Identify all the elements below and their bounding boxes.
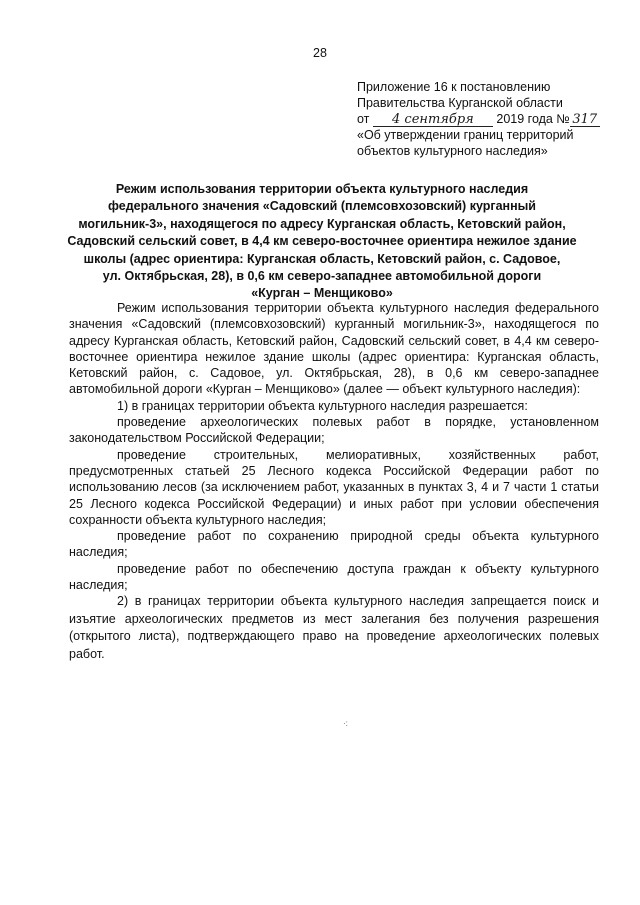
appendix-line-4: «Об утверждении границ территорий — [357, 128, 574, 142]
paragraph-allowed-heading: 1) в границах территории объекта культурного наследия разрешается: — [117, 398, 528, 413]
title-line-7: «Курган – Менщиково» — [251, 286, 393, 301]
handwritten-number: 317 — [570, 113, 600, 127]
document-title — [52, 181, 592, 303]
appendix-line-3 — [357, 111, 607, 127]
paragraph-allowed-environment: проведение работ по сохранению природной среды объекта культурного наследия; — [69, 529, 599, 560]
appendix-line-1: Приложение 16 к постановлению — [357, 80, 551, 94]
paragraph-intro: Режим использования территории объекта культурного наследия федерального значения «Садовский (племсовхозовский) курганный могильник-3», находящегося по адресу Курганская область, Кетовский район, Садовский сельский совет, в 4,4 км северо-восточнее ориентира нежилое здание школы (адрес ориентира: Курганская область, Кетовский район, с. Садовое, ул. Октябрьская, 28), в 0,6 км северо-западнее автомобильной дороги «Курган – Менщиково» (далее — объект культурного наследия): — [69, 301, 599, 397]
title-line-3: могильник-3», находящегося по адресу Курганская область, Кетовский район, — [78, 216, 566, 231]
title-line-5: школы (адрес ориентира: Курганская область, Кетовский район, с. Садовое, — [83, 251, 561, 266]
appendix-header — [357, 79, 607, 159]
title-line-1: Режим использования территории объекта культурного наследия — [115, 182, 529, 196]
appendix-year: 2019 года № — [496, 112, 570, 126]
appendix-line-2: Правительства Курганской области — [357, 96, 563, 110]
paragraph-allowed-construction: проведение строительных, мелиоративных, хозяйственных работ, предусмотренных статьей 25 Лесного кодекса Российской Федерации работ по использованию лесов (за исключением работ, указанных в пунктах 3, 4 и 7 части 1 статьи 25 Лесного кодекса Российской Федерации) и иных работ при условии обеспечения сохранности объекта культурного наследия; — [69, 447, 599, 527]
paragraph-allowed-archaeology: проведение археологических полевых работ в порядке, установленном законодательством Российской Федерации; — [69, 415, 599, 446]
title-line-4: Садовский сельский совет, в 4,4 км северо-восточнее ориентира нежилое здание — [67, 234, 577, 249]
appendix-date-prefix: от — [357, 112, 370, 126]
document-body — [69, 300, 599, 663]
handwritten-date: 4 сентября — [373, 113, 493, 127]
paragraph-prohibited: 2) в границах территории объекта культурного наследия запрещается поиск и изъятие археологических предметов из мест залегания без получения разрешения (открытого листа), подтверждающего право на проведение археологических полевых работ. — [69, 594, 599, 661]
scan-speck: ·: — [343, 719, 348, 728]
title-line-6: ул. Октябрьская, 28), в 0,6 км северо-западнее автомобильной дороги — [102, 269, 542, 284]
paragraph-allowed-access: проведение работ по обеспечению доступа граждан к объекту культурного наследия; — [69, 561, 599, 593]
appendix-line-5: объектов культурного наследия» — [357, 144, 548, 158]
title-line-2: федерального значения «Садовский (племсовхозовский) курганный — [107, 199, 536, 214]
page-number: 28 — [313, 46, 327, 60]
